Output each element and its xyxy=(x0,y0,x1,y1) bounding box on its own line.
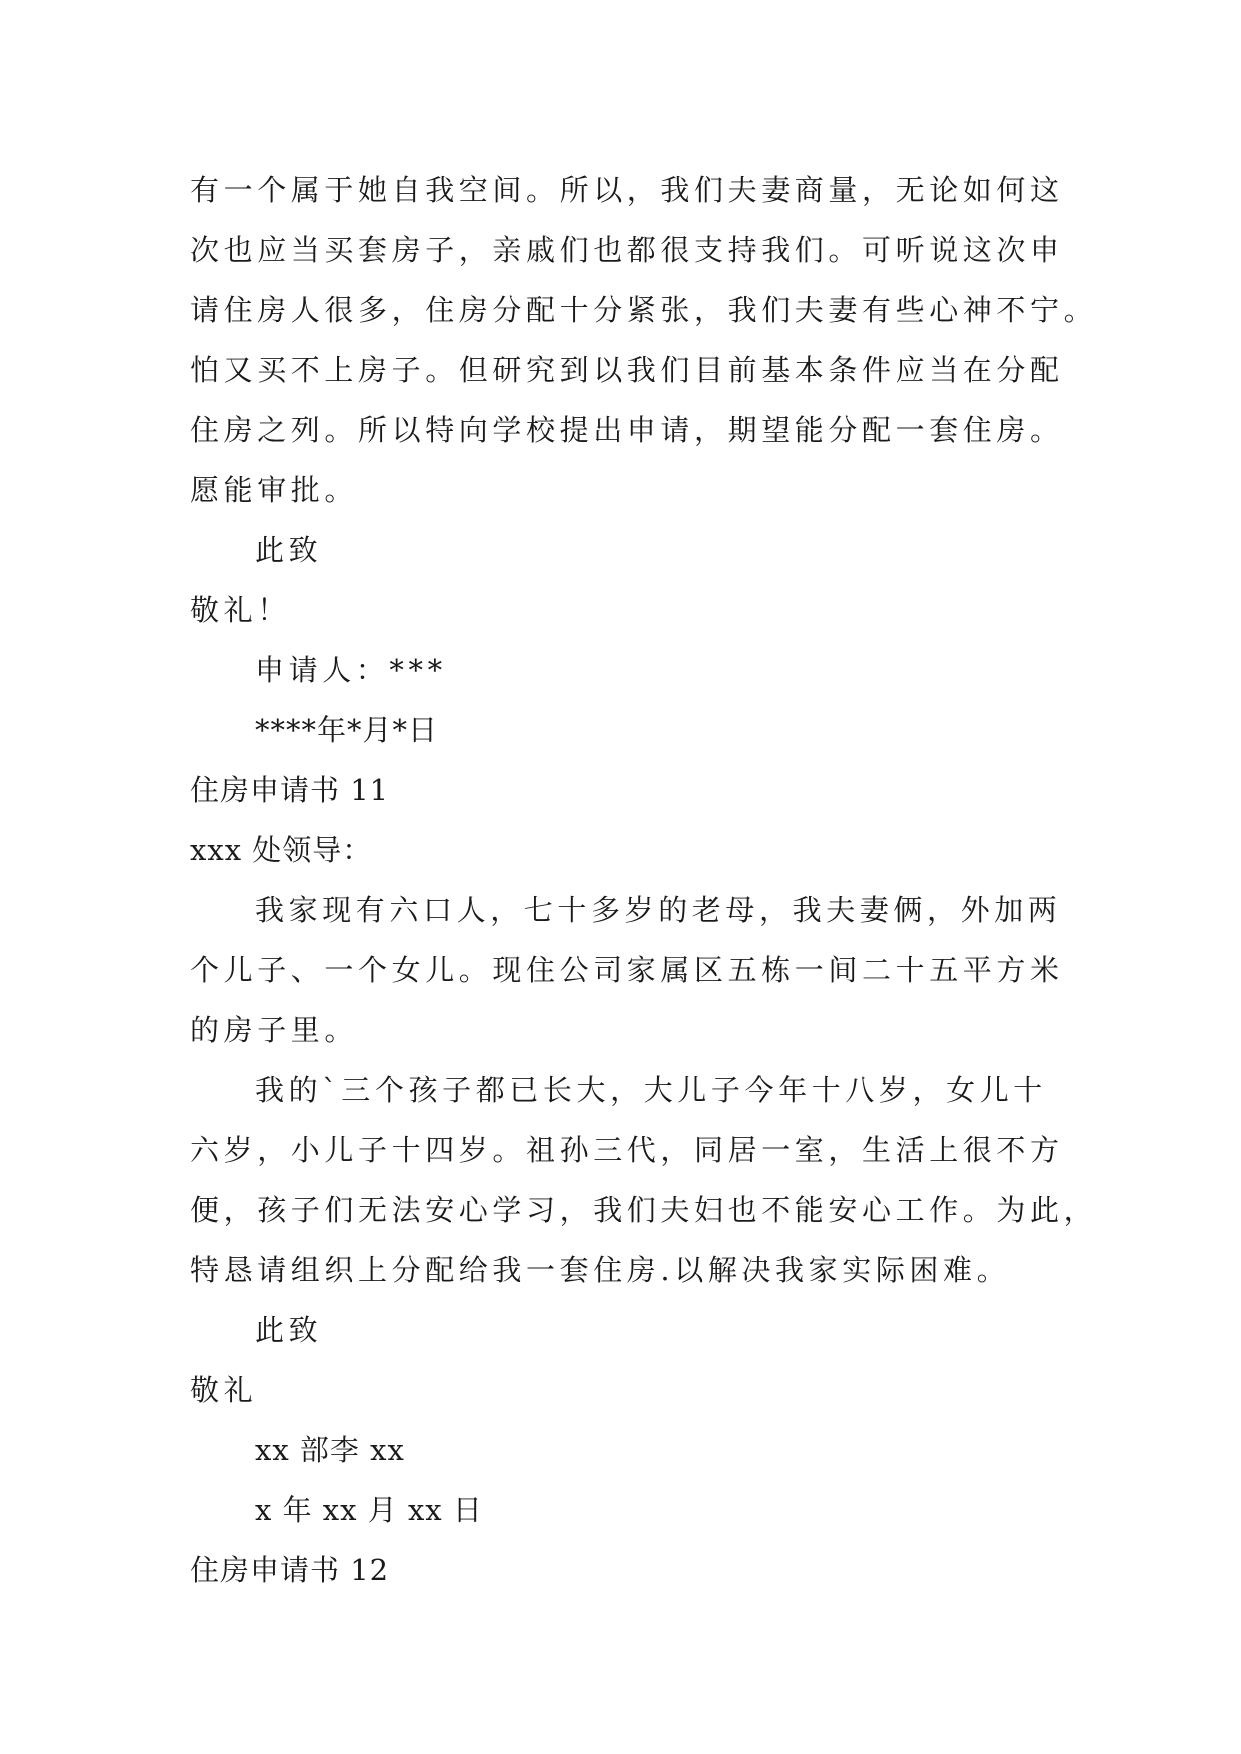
closing-jing-li: 敬礼！ xyxy=(190,593,291,627)
paragraph-line: 六岁，小儿子十四岁。祖孙三代，同居一室，生活上很不方 xyxy=(190,1133,1064,1167)
closing-ci-zhi: 此致 xyxy=(255,533,323,567)
section-title: 住房申请书 11 xyxy=(190,773,390,807)
paragraph-line: 我的`三个孩子都已长大，大儿子今年十八岁，女儿十 xyxy=(255,1073,1047,1107)
paragraph-line: 便，孩子们无法安心学习，我们夫妇也不能安心工作。为此， xyxy=(190,1193,1098,1227)
signature-date: x 年 xx 月 xx 日 xyxy=(255,1493,483,1527)
paragraph-line: 特恳请组织上分配给我一套住房.以解决我家实际困难。 xyxy=(190,1253,1011,1287)
closing-jing-li: 敬礼 xyxy=(190,1373,258,1407)
salutation: xxx 处领导： xyxy=(190,833,373,867)
paragraph-line: 个儿子、一个女儿。现住公司家属区五栋一间二十五平方米 xyxy=(190,953,1064,987)
applicant-signature: 申请人：*** xyxy=(255,653,447,687)
signature: xx 部李 xx xyxy=(255,1433,405,1467)
paragraph-line: 有一个属于她自我空间。所以，我们夫妻商量，无论如何这 xyxy=(190,173,1064,207)
paragraph-line: 怕又买不上房子。但研究到以我们目前基本条件应当在分配 xyxy=(190,353,1064,387)
paragraph-line: 次也应当买套房子，亲戚们也都很支持我们。可听说这次申 xyxy=(190,233,1064,267)
paragraph-line: 的房子里。 xyxy=(190,1013,359,1047)
paragraph-line: 请住房人很多，住房分配十分紧张，我们夫妻有些心神不宁。 xyxy=(190,293,1098,327)
paragraph-line: 我家现有六口人，七十多岁的老母，我夫妻俩，外加两 xyxy=(255,893,1062,927)
section-title: 住房申请书 12 xyxy=(190,1553,390,1587)
paragraph-line: 住房之列。所以特向学校提出申请，期望能分配一套住房。 xyxy=(190,413,1064,447)
paragraph-line: 愿能审批。 xyxy=(190,473,359,507)
closing-ci-zhi: 此致 xyxy=(255,1313,323,1347)
application-date: ****年*月*日 xyxy=(255,713,439,747)
document-body xyxy=(190,160,1098,1600)
